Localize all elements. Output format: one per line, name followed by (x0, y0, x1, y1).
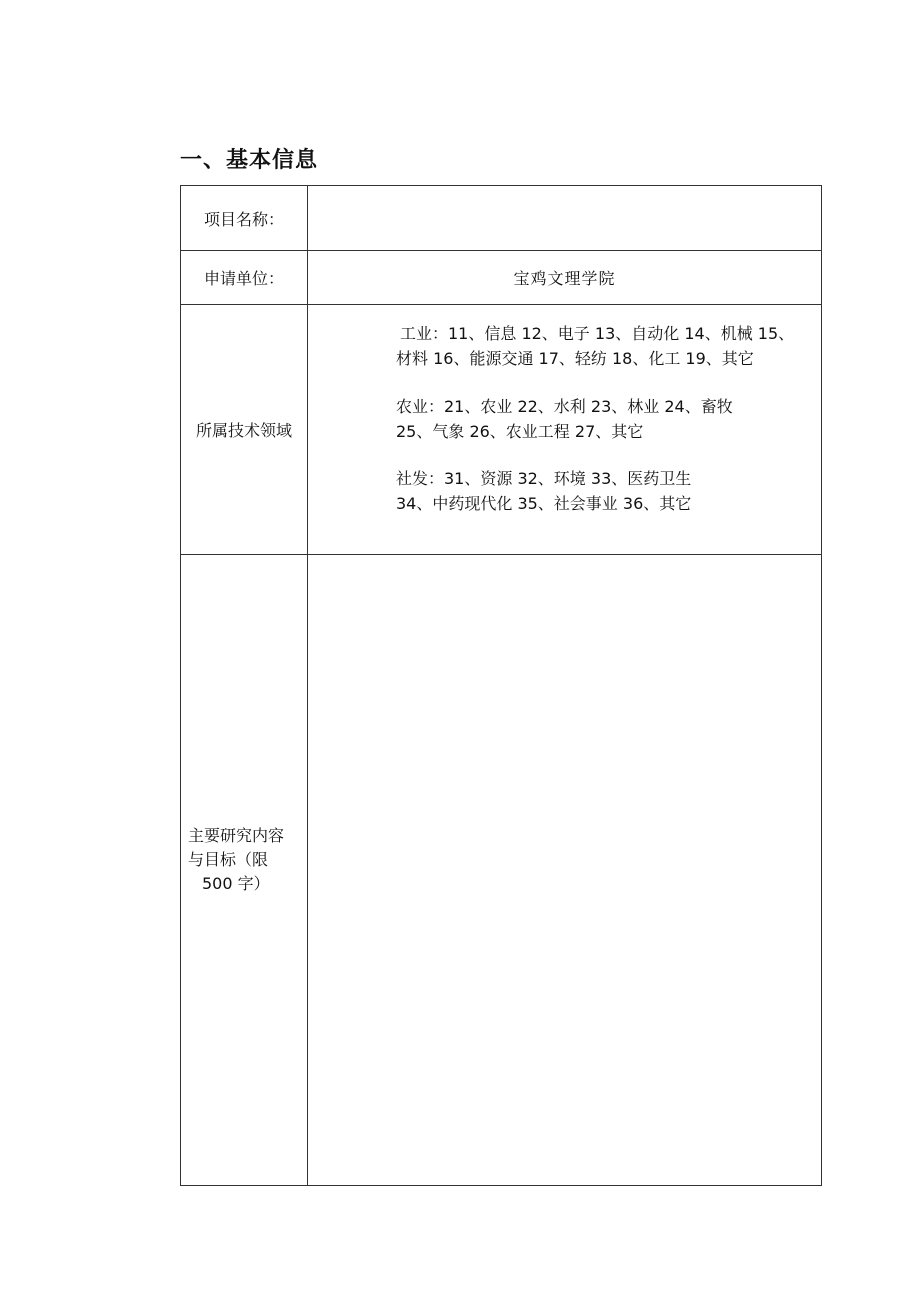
field-group-line: 工业：11、信息 12、电子 13、自动化 14、机械 15、 (400, 324, 795, 343)
research-content-row (181, 555, 822, 1186)
research-content-label (188, 824, 300, 896)
research-content-label-cell (181, 555, 308, 1186)
applicant-unit-value[interactable]: 宝鸡文理学院 (308, 251, 822, 305)
field-group-line: 25、气象 26、农业工程 27、其它 (396, 422, 644, 441)
basic-info-table (180, 185, 822, 1186)
technical-field-options[interactable] (308, 305, 822, 555)
section-title: 一、基本信息 (180, 148, 319, 173)
project-name-row (181, 186, 822, 251)
field-group-line: 社发：31、资源 32、环境 33、医药卫生 (396, 469, 692, 488)
project-name-label: 项目名称： (181, 186, 308, 251)
field-group-agriculture (396, 394, 826, 444)
technical-field-row (181, 305, 822, 555)
research-label-line: 与目标（限 (188, 850, 269, 869)
research-label-line: 主要研究内容 (188, 826, 285, 845)
research-label-line: 500 字） (202, 874, 270, 893)
technical-field-label: 所属技术领域 (181, 305, 308, 555)
applicant-unit-row (181, 251, 822, 305)
applicant-unit-label: 申请单位： (181, 251, 308, 305)
field-group-social (396, 466, 826, 516)
field-group-line: 农业：21、农业 22、水利 23、林业 24、畜牧 (396, 397, 733, 416)
research-content-field[interactable] (308, 555, 822, 1186)
field-group-industry (396, 321, 826, 371)
field-group-line: 材料 16、能源交通 17、轻纺 18、化工 19、其它 (396, 349, 754, 368)
project-name-field[interactable] (308, 186, 822, 251)
field-group-line: 34、中药现代化 35、社会事业 36、其它 (396, 494, 692, 513)
